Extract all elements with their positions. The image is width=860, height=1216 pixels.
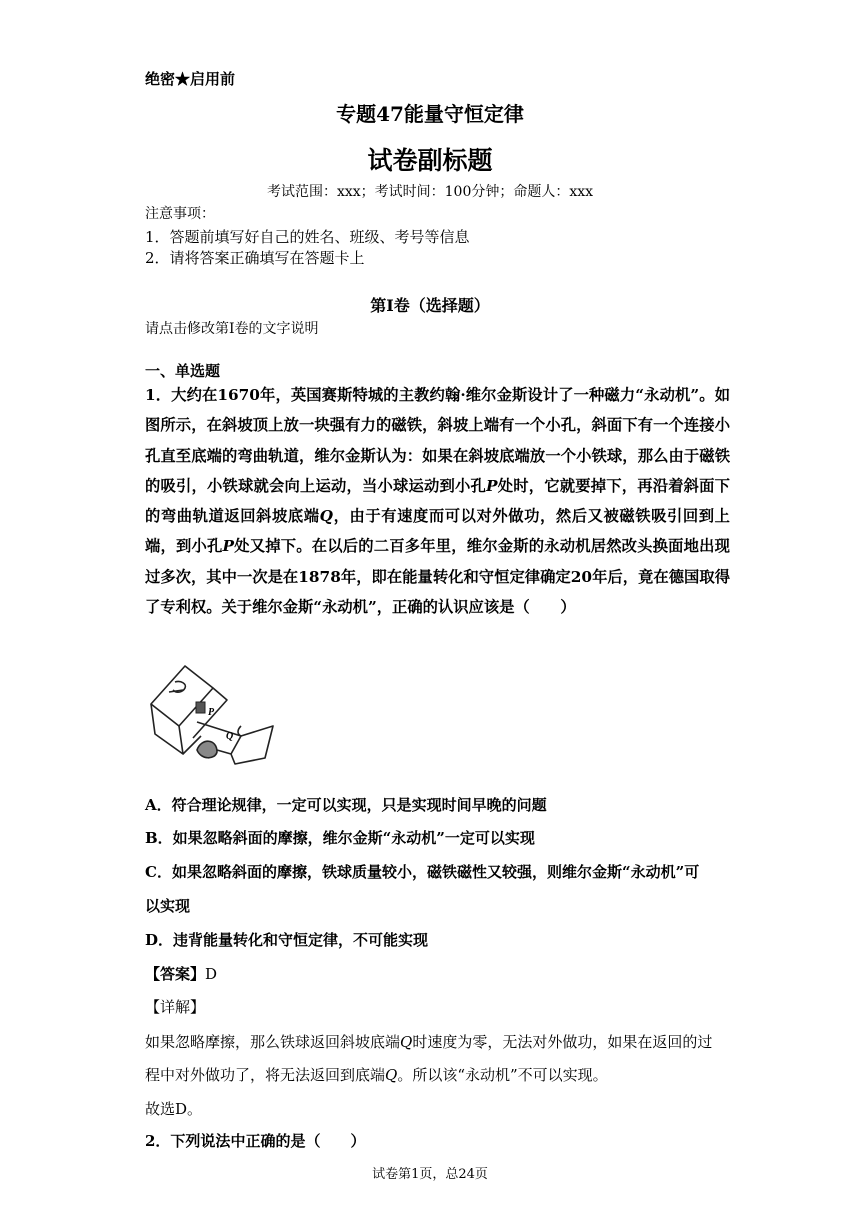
detail-label: 【详解】 [145,998,206,1016]
answer-line: 【答案】D [145,965,218,983]
exam-info: 考试范围：xxx；考试时间：100分钟；命题人：xxx [266,184,594,200]
note-item-2: 2．请将答案正确填写在答题卡上 [145,249,365,267]
part1-description: 请点击修改第I卷的文字说明 [145,321,319,337]
paper-title: 专题47能量守恒定律 [336,102,524,126]
option-a: A．符合理论规律，一定可以实现，只是实现时间早晚的问题 [145,796,547,814]
detail-text: 如果忽略摩擦，那么铁球返回斜坡底端Q时速度为零，无法对外做功，如果在返回的过程中对外做功了，将无法返回到底端Q。所以该“永动机”不可以实现。 [145,1033,713,1084]
confidential-label: 绝密★启用前 [145,70,236,88]
part1-title: 第I卷（选择题） [370,296,490,315]
page-footer: 试卷第1页，总24页 [372,1167,488,1182]
question-2-stem: 2．下列说法中正确的是（ ） [145,1132,366,1150]
notes-heading: 注意事项： [145,206,215,222]
option-c-cont: 以实现 [145,897,191,915]
perpetual-motion-figure [145,660,280,772]
label-q: Q [226,731,234,742]
conclusion: 故选D。 [145,1100,203,1118]
question-1-stem: 1．大约在1670年，英国赛斯特城的主教约翰·维尔金斯设计了一种磁力“永动机”。如图所示，在斜坡顶上放一块强有力的磁铁，斜坡上端有一个小孔，斜面下有一个连接小孔直至底端的弯曲轨道，维尔金斯认为：如果在斜坡底端放一个小铁球，那么由于磁铁的吸引，小铁球就会向上运动，当小球运动到小孔P处时，它就要掉下，再沿着斜面下的弯曲轨道返回斜坡底端Q，由于有速度而可以对外做功，然后又被磁铁吸引回到上端，到小孔P处又掉下。在以后的二百多年里，维尔金斯的永动机居然改头换面地出现过多次，其中一次是在1878年，即在能量转化和守恒定律确定20年后，竟在德国取得了专利权。关于维尔金斯“永动机”，正确的认识应该是（ ） [145,386,730,617]
section-title: 一、单选题 [145,362,221,380]
note-item-1: 1．答题前填写好自己的姓名、班级、考号等信息 [145,228,470,246]
paper-subtitle: 试卷副标题 [367,146,493,175]
option-b: B．如果忽略斜面的摩擦，维尔金斯“永动机”一定可以实现 [145,829,535,847]
option-d: D．违背能量转化和守恒定律，不可能实现 [145,931,429,949]
label-p: P [208,707,215,718]
option-c: C．如果忽略斜面的摩擦，铁球质量较小，磁铁磁性又较强，则维尔金斯“永动机”可 [145,863,700,881]
